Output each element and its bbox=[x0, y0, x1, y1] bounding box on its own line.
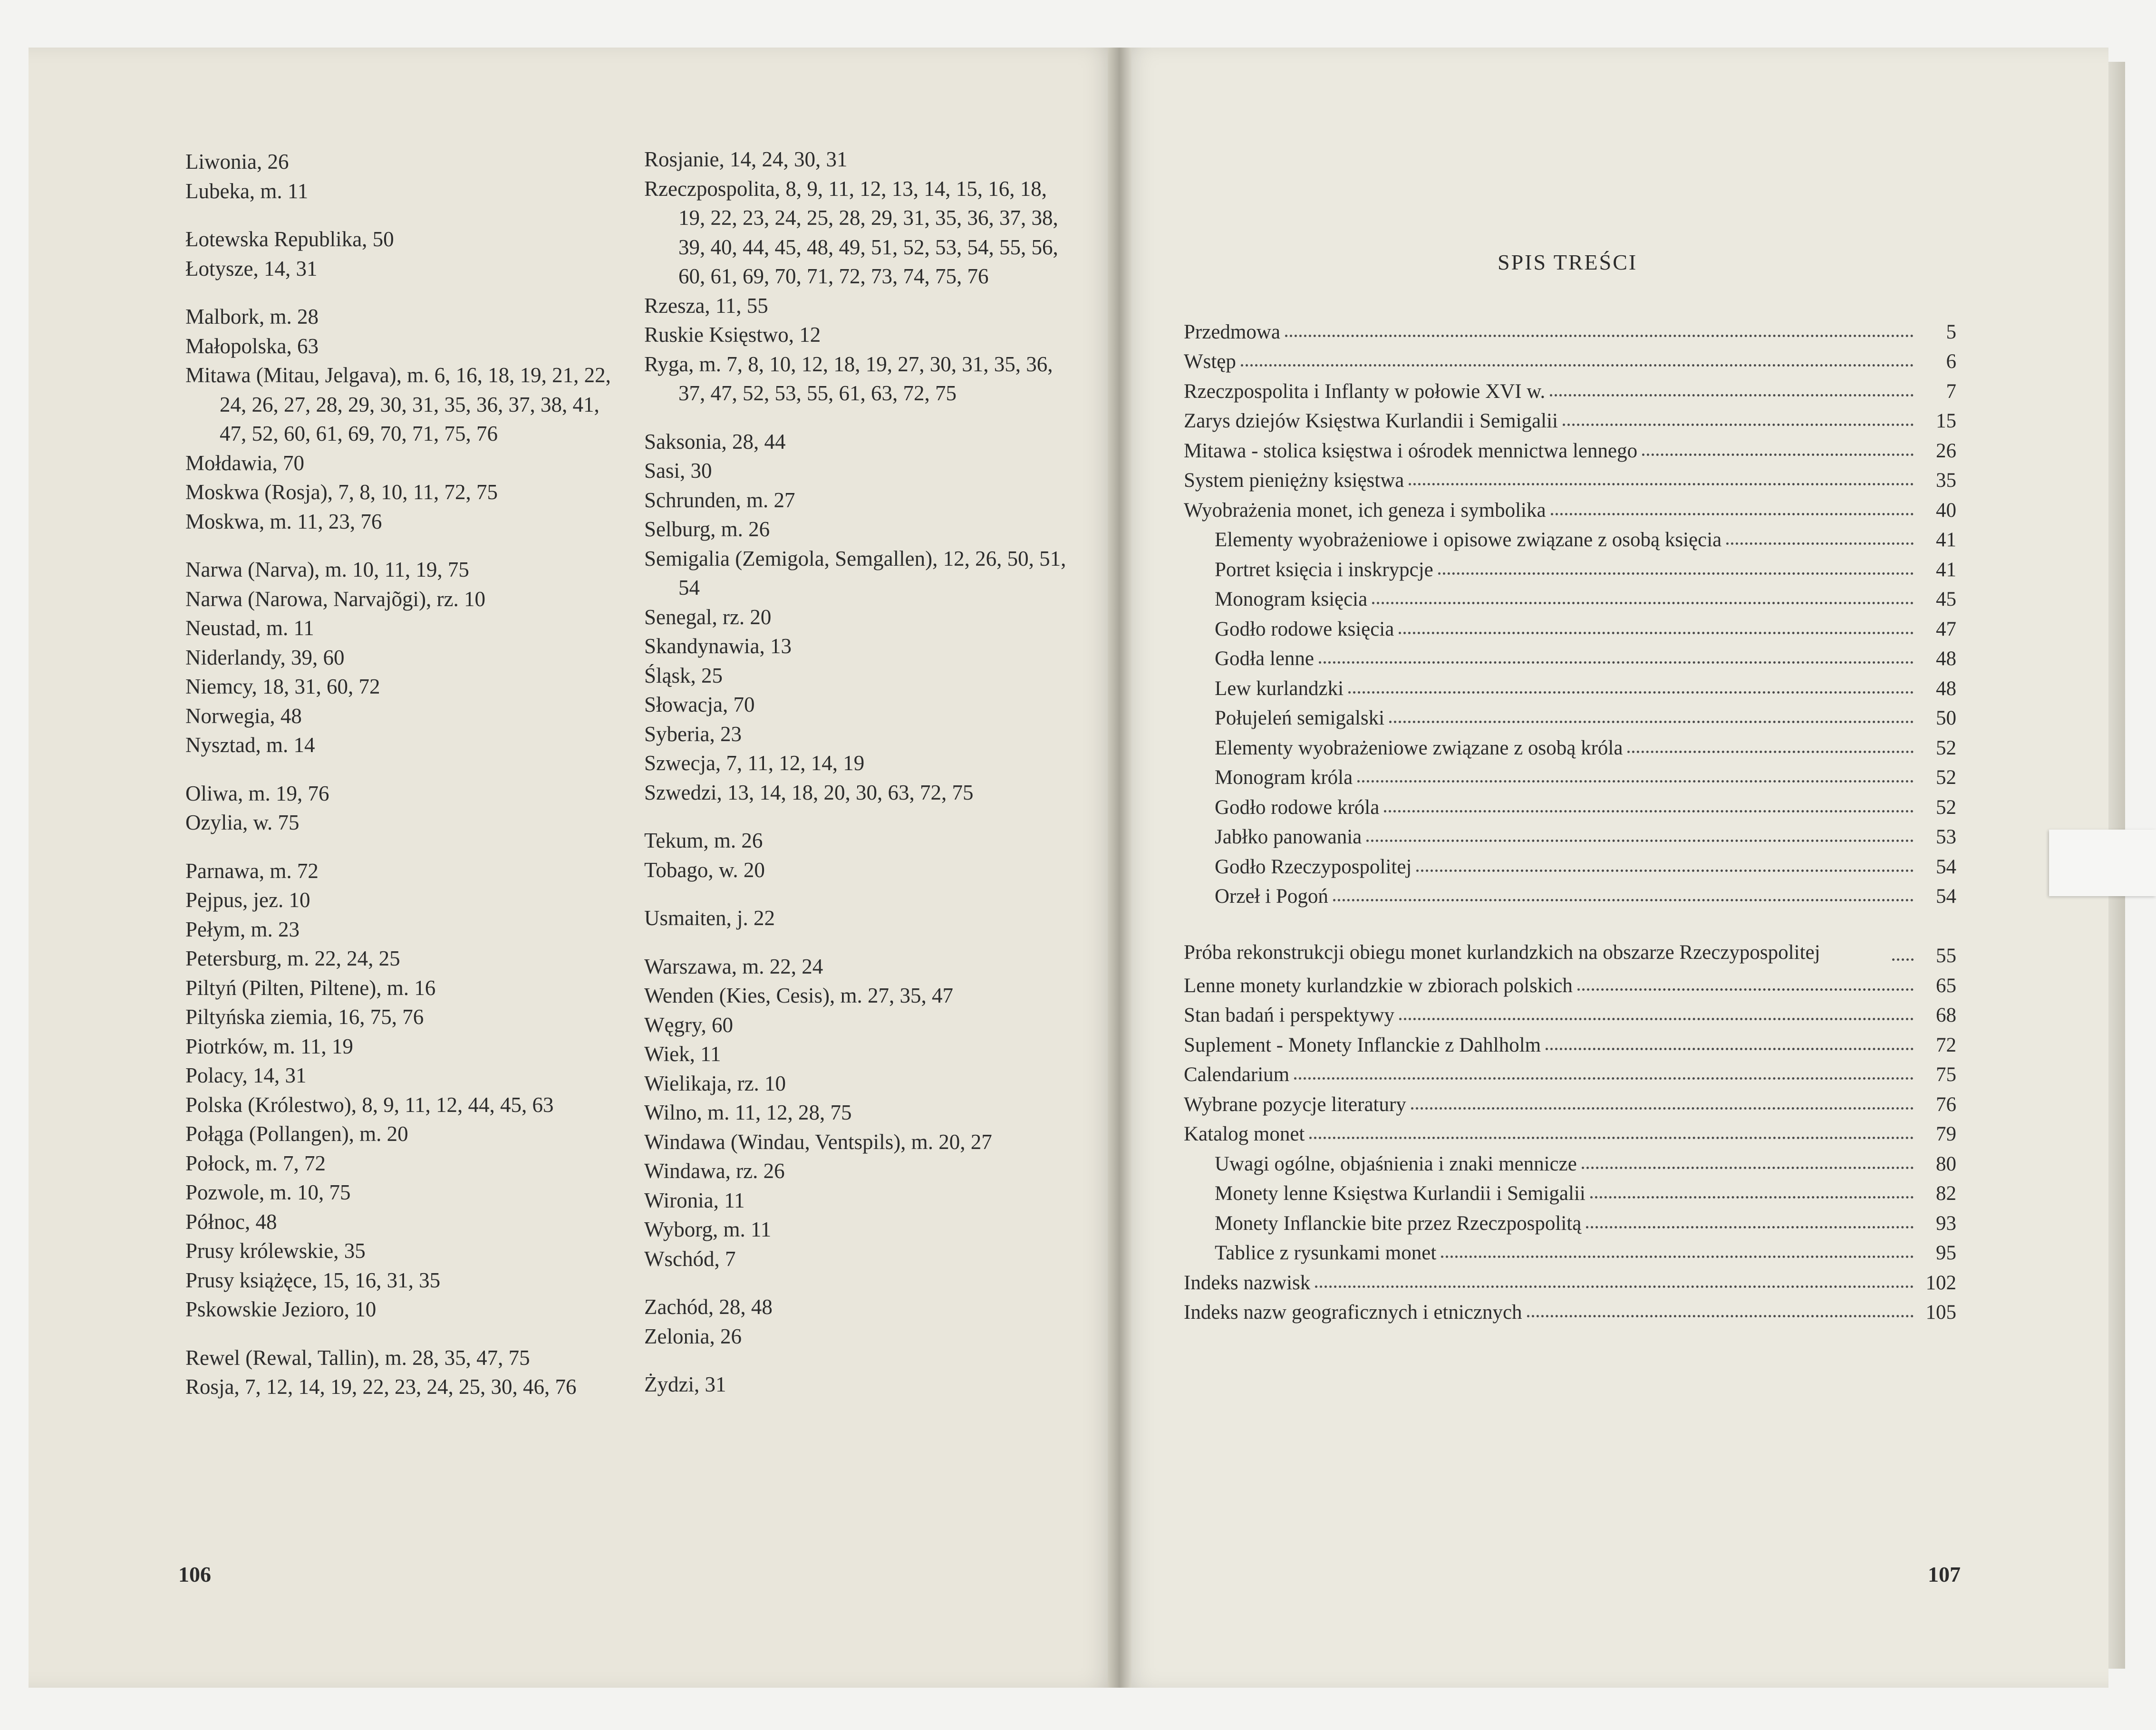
index-entry: Wironia, 11 bbox=[644, 1188, 745, 1212]
toc-entry-title: Godło rodowe króla bbox=[1215, 796, 1380, 819]
toc-entry bbox=[1184, 551, 1956, 581]
toc-title: SPIS TREŚCI bbox=[1498, 250, 1638, 274]
toc-entry-title: Monogram księcia bbox=[1215, 588, 1368, 610]
toc-entry bbox=[1184, 463, 1956, 493]
toc-entry bbox=[1184, 403, 1956, 433]
toc-entry-page: 68 bbox=[1936, 1004, 1956, 1026]
index-entry: Wilno, m. 11, 12, 28, 75 bbox=[644, 1101, 852, 1124]
toc-entry-title: Połujeleń semigalski bbox=[1215, 707, 1385, 729]
toc-entry-page: 75 bbox=[1936, 1063, 1956, 1086]
toc-entry-title: Suplement - Monety Inflanckie z Dahlholm bbox=[1184, 1034, 1541, 1056]
toc-entry-page: 65 bbox=[1936, 974, 1956, 997]
toc-entry-page: 41 bbox=[1936, 558, 1956, 581]
toc-entry-page: 48 bbox=[1936, 648, 1956, 670]
index-entry: Parnawa, m. 72 bbox=[185, 859, 319, 883]
toc-entry-page: 54 bbox=[1936, 885, 1956, 908]
index-entry: Rzeczpospolita, 8, 9, 11, 12, 13, 14, 15, 16, 18, 19, 22, 23, 24, 25, 28, 29, 31, 35, 36, 37, 38, 39, 40, 44, 45, 48, 49, 51, 52, 53, 54, 55, 56, 60, 61, 69, 70, 71, 72, 73, 74, 75, 76 bbox=[644, 176, 1058, 288]
toc-entry bbox=[1184, 1057, 1956, 1087]
index-entry: Selburg, m. 26 bbox=[644, 517, 770, 541]
toc-leader-dots bbox=[1384, 810, 1914, 812]
toc-entry bbox=[1184, 344, 1956, 374]
index-entry: Piltyń (Pilten, Piltene), m. 16 bbox=[185, 976, 436, 1000]
toc-leader-dots bbox=[1333, 899, 1914, 901]
toc-entry-page: 82 bbox=[1936, 1182, 1956, 1205]
index-entry: Windawa (Windau, Ventspils), m. 20, 27 bbox=[644, 1130, 992, 1154]
index-entry: Rzesza, 11, 55 bbox=[644, 293, 768, 318]
toc-entry-title: Uwagi ogólne, objaśnienia i znaki mennicze bbox=[1215, 1152, 1577, 1175]
index-entry: Łotewska Republika, 50 bbox=[185, 227, 394, 251]
bookmark-tab bbox=[2049, 830, 2156, 896]
index-entry: Rosja, 7, 12, 14, 19, 22, 23, 24, 25, 30, 46, 76 bbox=[185, 1375, 577, 1399]
toc-entry bbox=[1184, 1235, 1956, 1265]
index-entry: Rosjanie, 14, 24, 30, 31 bbox=[644, 147, 848, 171]
toc-leader-dots bbox=[1546, 1048, 1914, 1050]
toc-entry-title: Elementy wyobrażeniowe związane z osobą króla bbox=[1215, 736, 1623, 759]
index-entry: Malbork, m. 28 bbox=[185, 305, 319, 329]
toc-leader-dots bbox=[1389, 721, 1914, 723]
toc-entry-title: Godło rodowe księcia bbox=[1215, 618, 1394, 640]
toc-entry bbox=[1184, 433, 1956, 463]
index-entry: Słowacja, 70 bbox=[644, 693, 755, 716]
index-entry: Małopolska, 63 bbox=[185, 334, 319, 358]
index-entry: Wyborg, m. 11 bbox=[644, 1218, 772, 1241]
toc-leader-dots bbox=[1399, 632, 1914, 634]
index-entry: Połąga (Pollangen), m. 20 bbox=[185, 1122, 408, 1146]
toc-leader-dots bbox=[1357, 780, 1914, 783]
toc-entry bbox=[1184, 373, 1956, 403]
toc-entry-page: 48 bbox=[1936, 677, 1956, 700]
index-entry: Narwa (Narva), m. 10, 11, 19, 75 bbox=[185, 558, 469, 581]
toc-entry-title: Rzeczpospolita i Inflanty w połowie XVI w. bbox=[1184, 380, 1546, 403]
toc-entry bbox=[1184, 1176, 1956, 1206]
index-entry: Ozylia, w. 75 bbox=[185, 811, 300, 834]
toc-entry-page: 54 bbox=[1936, 855, 1956, 878]
toc-entry-title: Lenne monety kurlandzkie w zbiorach polskich bbox=[1184, 974, 1573, 997]
index-entry: Piotrków, m. 11, 19 bbox=[185, 1034, 353, 1058]
index-entry: Sasi, 30 bbox=[644, 459, 712, 483]
toc-entry-title: Wybrane pozycje literatury bbox=[1184, 1093, 1406, 1116]
toc-leader-dots bbox=[1586, 1226, 1914, 1228]
toc-entry-title: Calendarium bbox=[1184, 1063, 1290, 1086]
index-entry: Śląsk, 25 bbox=[644, 663, 723, 687]
index-entry: Szwedzi, 13, 14, 18, 20, 30, 63, 72, 75 bbox=[644, 780, 974, 804]
index-entry: Moskwa, m. 11, 23, 76 bbox=[185, 509, 382, 533]
toc-entry-title: Monety Inflanckie bite przez Rzeczpospolitą bbox=[1215, 1212, 1582, 1235]
toc-entry bbox=[1184, 1086, 1956, 1116]
toc-leader-dots bbox=[1726, 542, 1914, 545]
toc-entry-page: 41 bbox=[1936, 529, 1956, 551]
toc-entry-page: 52 bbox=[1936, 736, 1956, 759]
index-entry: Ryga, m. 7, 8, 10, 12, 18, 19, 27, 30, 31, 35, 36, 37, 47, 52, 53, 55, 61, 63, 72, 75 bbox=[644, 352, 1053, 405]
index-entry: Ruskie Księstwo, 12 bbox=[644, 323, 821, 347]
toc-leader-dots bbox=[1285, 335, 1914, 337]
index-entry: Warszawa, m. 22, 24 bbox=[644, 954, 823, 978]
toc-leader-dots bbox=[1563, 424, 1914, 426]
index-column-right bbox=[644, 145, 1072, 1400]
toc-entry-title: Wyobrażenia monet, ich geneza i symbolika bbox=[1184, 499, 1546, 522]
index-entry: Tobago, w. 20 bbox=[644, 858, 765, 882]
toc-entry-page: 45 bbox=[1936, 588, 1956, 610]
toc-entry-title: Monogram króla bbox=[1215, 766, 1353, 789]
index-entry: Zelonia, 26 bbox=[644, 1324, 742, 1348]
toc-entry-title: Przedmowa bbox=[1184, 320, 1280, 343]
index-entry: Moskwa (Rosja), 7, 8, 10, 11, 72, 75 bbox=[185, 480, 498, 504]
toc-leader-dots bbox=[1399, 1018, 1914, 1020]
index-entry: Syberia, 23 bbox=[644, 722, 742, 746]
toc-entry-page: 47 bbox=[1936, 618, 1956, 640]
index-entry: Pskowskie Jezioro, 10 bbox=[185, 1297, 377, 1321]
toc-leader-dots bbox=[1366, 840, 1914, 842]
toc-entry bbox=[1184, 641, 1956, 671]
page-number-left: 106 bbox=[178, 1562, 211, 1586]
toc-leader-dots bbox=[1627, 751, 1914, 753]
toc-entry-title: Zarys dziejów Księstwa Kurlandii i Semigalii bbox=[1184, 410, 1558, 432]
index-entry: Semigalia (Zemigola, Semgallen), 12, 26, 50, 51, 54 bbox=[644, 546, 1066, 599]
toc-entry-page: 76 bbox=[1936, 1093, 1956, 1116]
toc-leader-dots bbox=[1590, 1196, 1914, 1198]
book-gutter bbox=[1108, 48, 1131, 1688]
toc-entry bbox=[1184, 997, 1956, 1027]
toc-entry bbox=[1184, 1027, 1956, 1057]
index-column-left bbox=[185, 147, 613, 1402]
toc-leader-dots bbox=[1411, 1107, 1914, 1110]
index-entry: Liwonia, 26 bbox=[185, 150, 289, 174]
toc-entry bbox=[1184, 908, 1956, 967]
toc-entry-title: Wstęp bbox=[1184, 350, 1236, 373]
toc-entry-page: 95 bbox=[1936, 1242, 1956, 1264]
index-entry: Wiek, 11 bbox=[644, 1042, 721, 1066]
index-entry: Nysztad, m. 14 bbox=[185, 733, 315, 757]
toc-entry bbox=[1184, 1146, 1956, 1176]
toc-leader-dots bbox=[1372, 602, 1914, 604]
toc-entry-page: 52 bbox=[1936, 796, 1956, 819]
toc-leader-dots bbox=[1551, 513, 1914, 515]
toc-entry-page: 53 bbox=[1936, 826, 1956, 848]
toc-entry-title: Elementy wyobrażeniowe i opisowe związane z osobą księcia bbox=[1215, 529, 1722, 551]
toc-entry bbox=[1184, 1265, 1956, 1295]
index-entry: Zachód, 28, 48 bbox=[644, 1295, 773, 1319]
toc-entry bbox=[1184, 492, 1956, 522]
toc-entry-page: 26 bbox=[1936, 439, 1956, 462]
toc-entry bbox=[1184, 581, 1956, 611]
toc-entry bbox=[1184, 1116, 1956, 1146]
toc-entry bbox=[1184, 670, 1956, 700]
index-entry: Połock, m. 7, 72 bbox=[185, 1151, 326, 1175]
toc-entry-title: Indeks nazwisk bbox=[1184, 1271, 1311, 1294]
toc-entry-page: 79 bbox=[1936, 1123, 1956, 1145]
toc-entry-title: Godło Rzeczypospolitej bbox=[1215, 855, 1412, 878]
index-entry: Usmaiten, j. 22 bbox=[644, 906, 775, 930]
toc-entry-title: Lew kurlandzki bbox=[1215, 677, 1344, 700]
index-entry: Prusy królewskie, 35 bbox=[185, 1239, 366, 1263]
toc-entry-title: Próba rekonstrukcji obiegu monet kurlandzkich na obszarze Rzeczypospolitej bbox=[1184, 941, 1820, 964]
toc-entry-title: Stan badań i perspektywy bbox=[1184, 1004, 1395, 1026]
toc-leader-dots bbox=[1527, 1315, 1914, 1317]
toc-entry bbox=[1184, 730, 1956, 760]
toc-leader-dots bbox=[1294, 1077, 1914, 1080]
toc-entry-title: Tablice z rysunkami monet bbox=[1215, 1242, 1437, 1264]
index-entry: Lubeka, m. 11 bbox=[185, 179, 309, 203]
index-entry: Polacy, 14, 31 bbox=[185, 1063, 307, 1087]
toc-leader-dots bbox=[1348, 691, 1914, 694]
index-entry: Wielikaja, rz. 10 bbox=[644, 1071, 786, 1095]
toc-entry-title: Orzeł i Pogoń bbox=[1215, 885, 1328, 908]
toc-entry-page: 72 bbox=[1936, 1034, 1956, 1056]
toc-entry bbox=[1184, 967, 1956, 997]
toc-leader-dots bbox=[1550, 394, 1914, 396]
index-entry: Polska (Królestwo), 8, 9, 11, 12, 44, 45, 63 bbox=[185, 1092, 554, 1117]
index-entry: Pejpus, jez. 10 bbox=[185, 888, 310, 912]
index-entry: Niderlandy, 39, 60 bbox=[185, 645, 345, 669]
table-of-contents bbox=[1184, 314, 1956, 1324]
toc-entry bbox=[1184, 522, 1956, 552]
index-entry: Wschód, 7 bbox=[644, 1247, 736, 1271]
index-entry: Węgry, 60 bbox=[644, 1013, 734, 1037]
index-entry: Niemcy, 18, 31, 60, 72 bbox=[185, 675, 380, 698]
toc-entry-page: 55 bbox=[1936, 945, 1956, 967]
toc-leader-dots bbox=[1582, 1167, 1914, 1169]
toc-entry-page: 7 bbox=[1946, 380, 1956, 403]
toc-entry-page: 93 bbox=[1936, 1212, 1956, 1235]
index-entry: Saksonia, 28, 44 bbox=[644, 429, 786, 454]
index-entry: Petersburg, m. 22, 24, 25 bbox=[185, 947, 400, 970]
index-entry: Tekum, m. 26 bbox=[644, 829, 763, 852]
index-entry: Piltyńska ziemia, 16, 75, 76 bbox=[185, 1005, 424, 1029]
index-entry: Oliwa, m. 19, 76 bbox=[185, 781, 329, 805]
index-entry: Szwecja, 7, 11, 12, 14, 19 bbox=[644, 751, 865, 775]
toc-leader-dots bbox=[1892, 958, 1914, 961]
index-entry: Pełym, m. 23 bbox=[185, 917, 300, 941]
toc-leader-dots bbox=[1441, 1256, 1914, 1258]
toc-entry-page: 35 bbox=[1936, 469, 1956, 492]
toc-entry bbox=[1184, 700, 1956, 730]
index-entry: Prusy książęce, 15, 16, 31, 35 bbox=[185, 1268, 441, 1292]
index-entry: Windawa, rz. 26 bbox=[644, 1159, 785, 1183]
toc-leader-dots bbox=[1319, 661, 1914, 664]
toc-entry-title: Godła lenne bbox=[1215, 648, 1314, 670]
toc-entry-title: Monety lenne Księstwa Kurlandii i Semigalii bbox=[1215, 1182, 1586, 1205]
toc-entry-title: Portret księcia i inskrypcje bbox=[1215, 558, 1433, 581]
index-entry: Rewel (Rewal, Tallin), m. 28, 35, 47, 75 bbox=[185, 1345, 530, 1370]
index-entry: Narwa (Narowa, Narvajõgi), rz. 10 bbox=[185, 587, 485, 611]
toc-leader-dots bbox=[1241, 364, 1914, 367]
toc-entry-page: 40 bbox=[1936, 499, 1956, 522]
toc-entry-title: Katalog monet bbox=[1184, 1123, 1305, 1145]
toc-leader-dots bbox=[1416, 870, 1914, 872]
toc-leader-dots bbox=[1309, 1137, 1914, 1139]
toc-entry-title: Mitawa - stolica księstwa i ośrodek mennictwa lennego bbox=[1184, 439, 1638, 462]
toc-entry bbox=[1184, 849, 1956, 879]
page-number-right: 107 bbox=[1928, 1562, 1961, 1586]
index-entry: Neustad, m. 11 bbox=[185, 616, 314, 640]
index-entry: Mołdawia, 70 bbox=[185, 451, 304, 475]
toc-leader-dots bbox=[1438, 572, 1914, 575]
index-entry: Norwegia, 48 bbox=[185, 704, 302, 728]
toc-leader-dots bbox=[1409, 483, 1914, 485]
index-entry: Łotysze, 14, 31 bbox=[185, 256, 318, 280]
index-entry: Schrunden, m. 27 bbox=[644, 488, 795, 512]
toc-entry-page: 15 bbox=[1936, 410, 1956, 432]
toc-entry bbox=[1184, 1295, 1956, 1324]
index-entry: Skandynawia, 13 bbox=[644, 634, 792, 658]
toc-leader-dots bbox=[1642, 454, 1914, 456]
toc-entry bbox=[1184, 314, 1956, 344]
toc-entry bbox=[1184, 1205, 1956, 1235]
index-entry: Północ, 48 bbox=[185, 1209, 277, 1234]
toc-entry bbox=[1184, 789, 1956, 819]
index-entry: Wenden (Kies, Cesis), m. 27, 35, 47 bbox=[644, 984, 954, 1007]
toc-entry-page: 105 bbox=[1925, 1301, 1956, 1324]
toc-entry-title: System pieniężny księstwa bbox=[1184, 469, 1404, 492]
toc-entry-title: Indeks nazw geograficznych i etnicznych bbox=[1184, 1301, 1522, 1324]
toc-entry-page: 50 bbox=[1936, 707, 1956, 729]
toc-entry bbox=[1184, 819, 1956, 849]
toc-entry-page: 102 bbox=[1925, 1271, 1956, 1294]
toc-entry bbox=[1184, 879, 1956, 908]
toc-entry-page: 6 bbox=[1946, 350, 1956, 373]
toc-entry-page: 80 bbox=[1936, 1152, 1956, 1175]
toc-entry-page: 5 bbox=[1946, 320, 1956, 343]
index-entry: Senegal, rz. 20 bbox=[644, 605, 772, 629]
toc-entry bbox=[1184, 611, 1956, 641]
index-entry: Pozwole, m. 10, 75 bbox=[185, 1180, 351, 1204]
index-entry: Żydzi, 31 bbox=[644, 1372, 726, 1396]
toc-entry-title: Jabłko panowania bbox=[1215, 826, 1362, 848]
toc-entry-page: 52 bbox=[1936, 766, 1956, 789]
index-entry: Mitawa (Mitau, Jelgava), m. 6, 16, 18, 19, 21, 22, 24, 26, 27, 28, 29, 30, 31, 35, 36, 37, 38, 41, 47, 52, 60, 61, 69, 70, 71, 75, 76 bbox=[185, 363, 611, 445]
toc-entry bbox=[1184, 760, 1956, 790]
toc-leader-dots bbox=[1577, 988, 1914, 991]
toc-leader-dots bbox=[1315, 1285, 1914, 1288]
